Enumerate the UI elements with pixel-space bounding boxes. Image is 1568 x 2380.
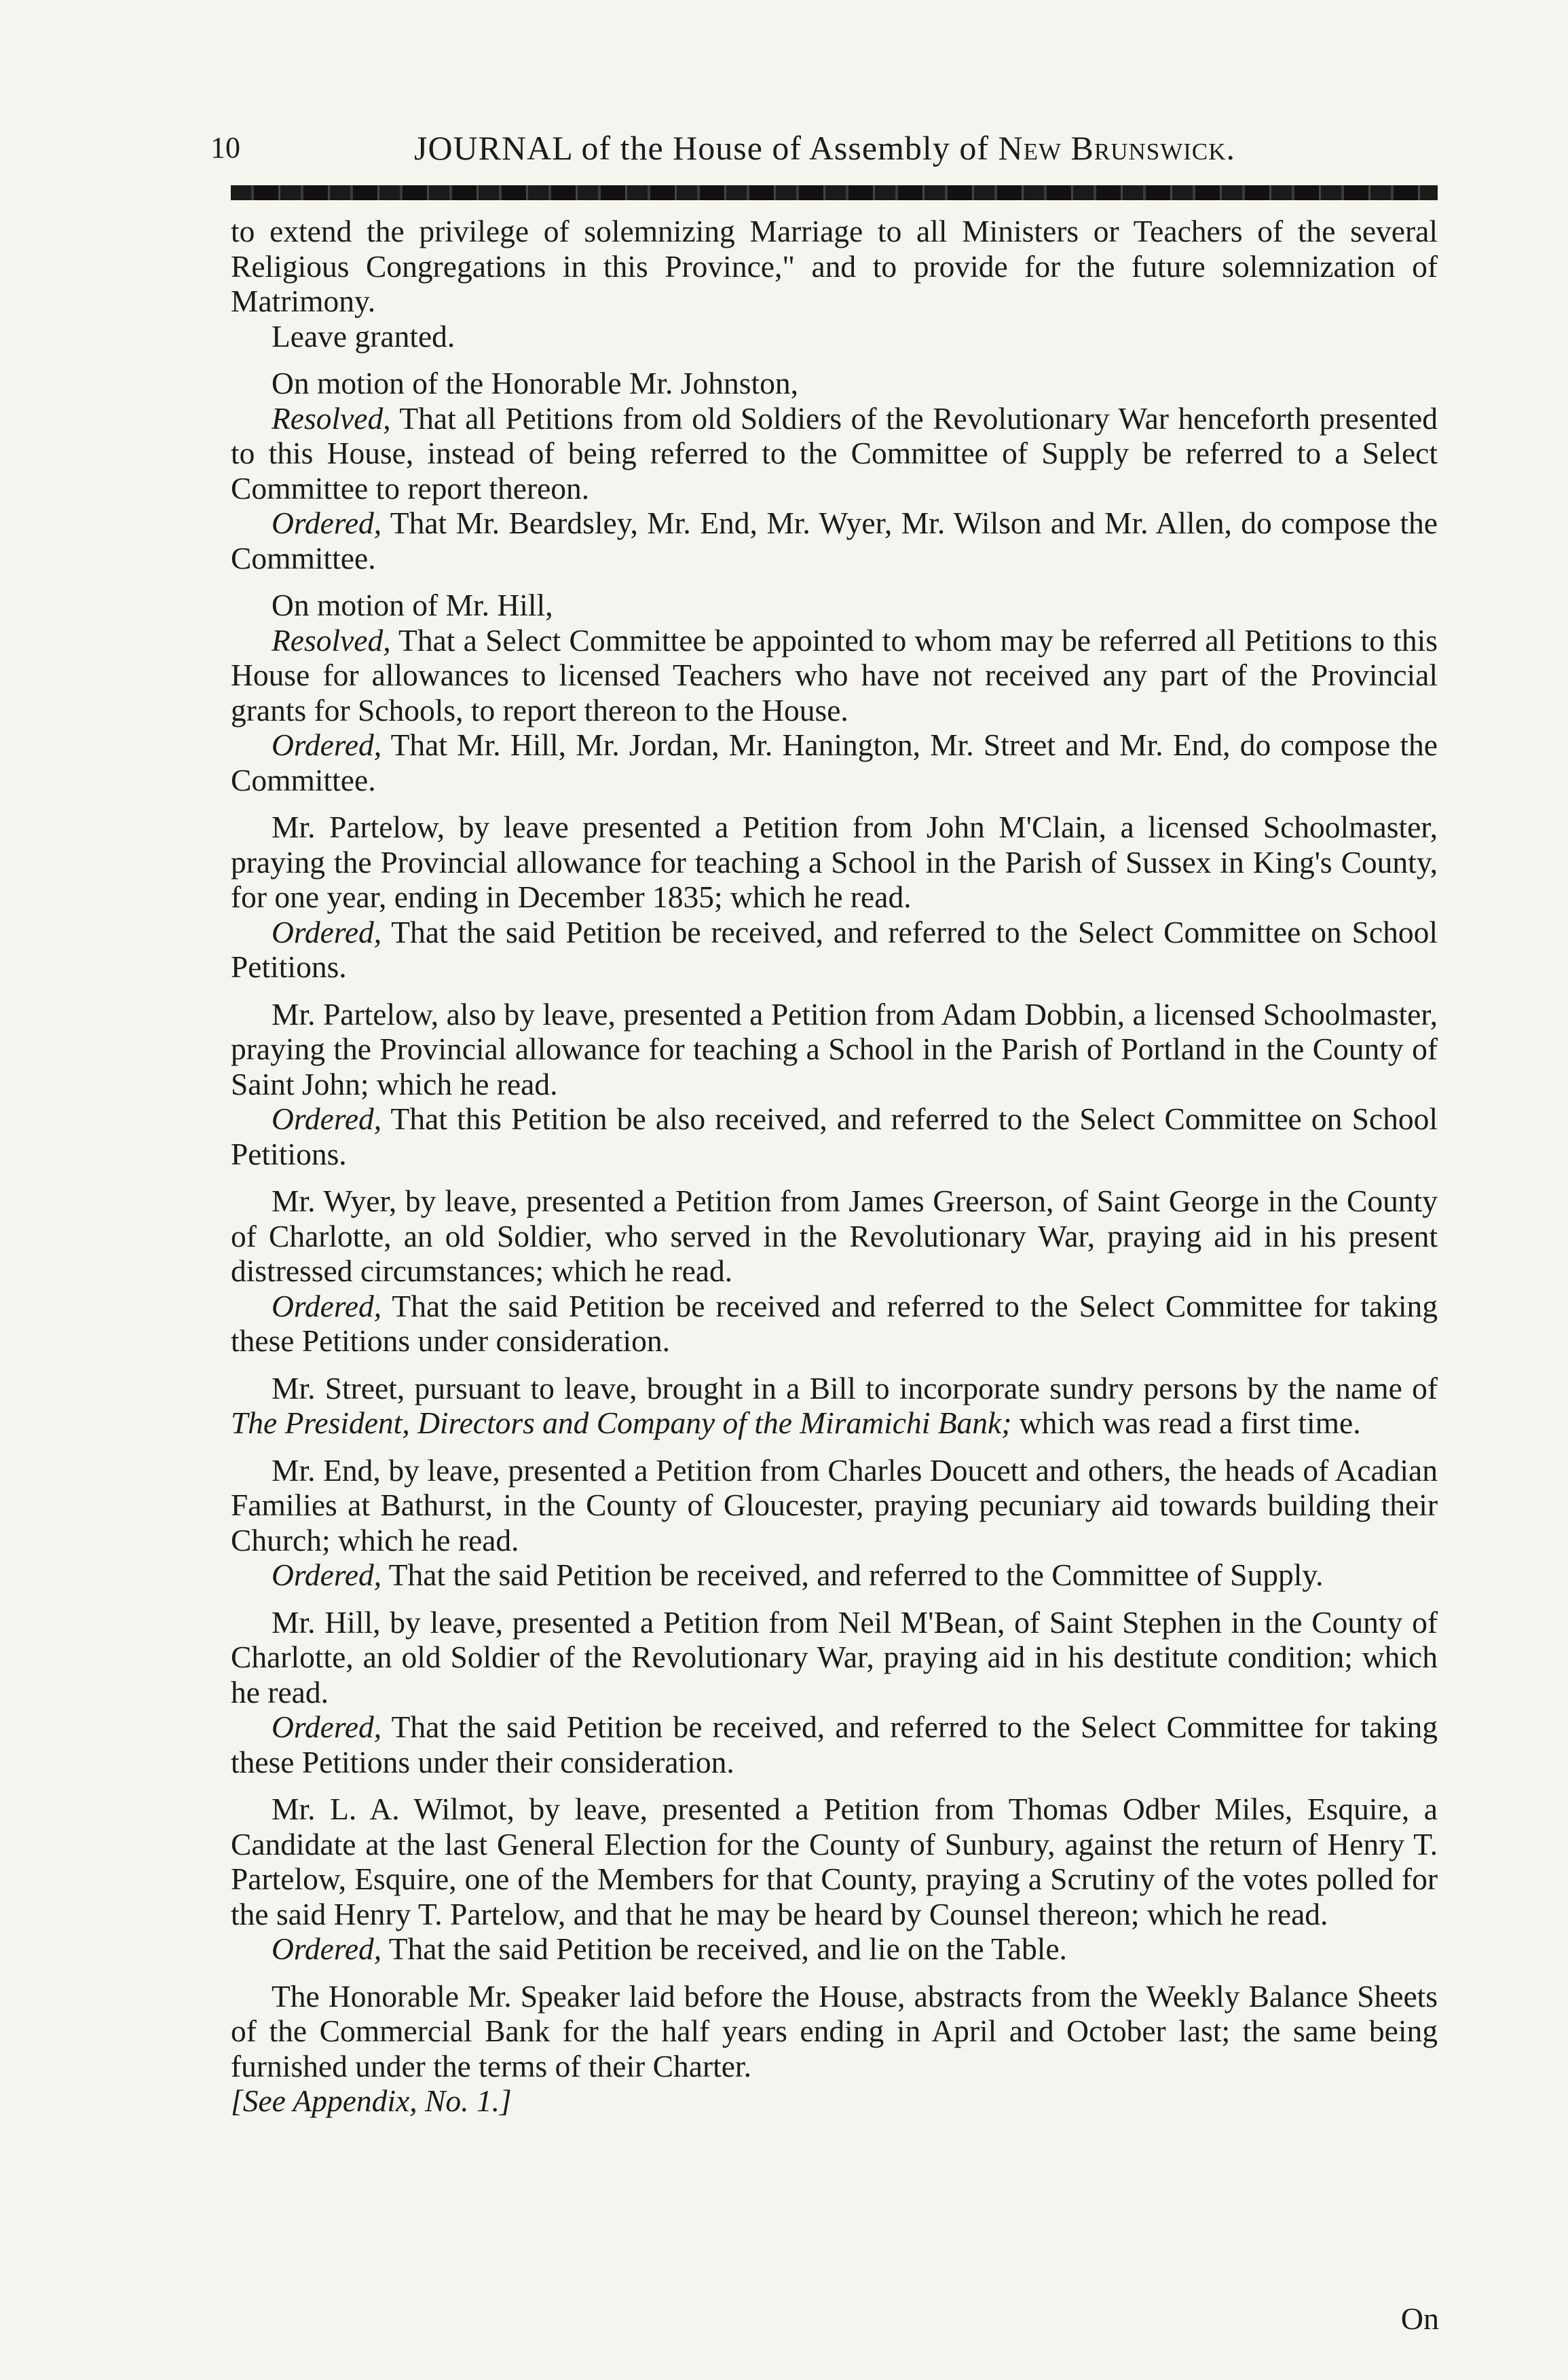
paragraph: Mr. L. A. Wilmot, by leave, presented a Petition from Thomas Odber Miles, Esquire, a Candidate at the last General Election for the County of Sunbury, against the return of Henry T. Partelow, Esquire, one of the Members for that County, praying a Scrutiny of the votes polled for the said Henry T. Partelow, and that he may be heard by Counsel thereon; which he read. — [231, 1792, 1438, 1931]
order-text: That the said Petition be received, and lie on the Table. — [381, 1931, 1067, 1966]
ordered-label: Ordered, — [272, 914, 382, 949]
resolution — [231, 401, 1438, 506]
order-text: That the said Petition be received, and referred to the Select Committee for taking these Petitions under their consideration. — [231, 1710, 1438, 1779]
running-head — [414, 121, 1235, 175]
resolved-label: Resolved, — [272, 400, 391, 436]
bill-text-after: which was read a first time. — [1011, 1405, 1361, 1440]
order-text: That this Petition be also received, and referred to the Select Committee on School Petitions. — [231, 1101, 1438, 1171]
resolved-label: Resolved, — [272, 622, 391, 658]
order — [231, 1710, 1438, 1779]
order — [231, 506, 1438, 575]
resolution — [231, 623, 1438, 728]
paragraph: Mr. Hill, by leave, presented a Petition from Neil M'Bean, of Saint Stephen in the County of Charlotte, an old Soldier of the Revolutionary War, praying aid in his destitute condition; which he read. — [231, 1604, 1438, 1710]
paragraph: Mr. Partelow, by leave presented a Petition from John M'Clain, a licensed Schoolmaster, praying the Provincial allowance for teaching a School in the Parish of Sussex in King's County, for one year, ending in December 1835; which he read. — [231, 810, 1438, 914]
order — [231, 915, 1438, 985]
running-head-middle: of the House of Assembly of — [581, 129, 989, 167]
page-header — [210, 121, 1432, 175]
order-text: That the said Petition be received, and referred to the Committee of Supply. — [381, 1557, 1324, 1592]
order-text: That Mr. Hill, Mr. Jordan, Mr. Hanington, Mr. Street and Mr. End, do compose the Committee. — [231, 728, 1438, 797]
running-head-place: New Brunswick. — [998, 129, 1236, 167]
bill-text-before: Mr. Street, pursuant to leave, brought in a Bill to incorporate sundry persons by the name of — [272, 1370, 1438, 1405]
appendix-note — [231, 2083, 1438, 2119]
resolution-text: That a Select Committee be appointed to whom may be referred all Petitions to this House for allowances to licensed Teachers who have not received any part of the Provincial grants for Schools, to report thereon to the House. — [231, 622, 1438, 728]
running-head-journal: JOURNAL — [414, 129, 572, 167]
paragraph: Mr. End, by leave, presented a Petition from Charles Doucett and others, the heads of Acadian Families at Bathurst, in the County of Gloucester, praying pecuniary aid towards building their Church; which he read. — [231, 1452, 1438, 1557]
paragraph: The Honorable Mr. Speaker laid before the House, abstracts from the Weekly Balance Sheets of the Commercial Bank for the half years ending in April and October last; the same being furnished under the terms of their Charter. — [231, 1978, 1438, 2083]
bill-paragraph — [231, 1371, 1438, 1441]
order-text: That the said Petition be received and referred to the Select Committee for taking these Petitions under consideration. — [231, 1288, 1438, 1358]
ordered-label: Ordered, — [272, 1710, 382, 1744]
order — [231, 1101, 1438, 1171]
order-text: That Mr. Beardsley, Mr. End, Mr. Wyer, Mr. Wilson and Mr. Allen, do compose the Committee. — [231, 506, 1438, 575]
ordered-label: Ordered, — [272, 506, 382, 540]
ordered-label: Ordered, — [272, 1288, 382, 1323]
journal-body — [231, 214, 1438, 2119]
header-rule — [231, 185, 1438, 200]
paragraph: Leave granted. — [272, 318, 455, 354]
ordered-label: Ordered, — [272, 1101, 382, 1136]
appendix-note-text: [See Appendix, No. 1.] — [231, 2083, 512, 2118]
paragraph: Mr. Wyer, by leave, presented a Petition from James Greerson, of Saint George in the County of Charlotte, an old Soldier, who served in the Revolutionary War, praying aid in his present distressed circumstances; which he read. — [231, 1184, 1438, 1288]
order — [231, 1289, 1438, 1359]
resolution-text: That all Petitions from old Soldiers of the Revolutionary War henceforth presented to this House, instead of being referred to the Committee of Supply be referred to a Select Committee to report thereon. — [231, 400, 1438, 506]
order-text: That the said Petition be received, and referred to the Select Committee on School Petitions. — [231, 914, 1438, 984]
paragraph: to extend the privilege of solemnizing Marriage to all Ministers or Teachers of the several Religious Congregations in this Province," and to provide for the future solemnization of Matrimony. — [231, 214, 1438, 318]
paragraph: Mr. Partelow, also by leave, presented a Petition from Adam Dobbin, a licensed Schoolmaster, praying the Provincial allowance for teaching a School in the Parish of Portland in the County of Saint John; which he read. — [231, 996, 1438, 1101]
catchword: On — [1400, 2301, 1439, 2336]
page-number: 10 — [210, 131, 240, 164]
ordered-label: Ordered, — [272, 728, 382, 762]
ordered-label: Ordered, — [272, 1931, 382, 1966]
bill-title: The President, Directors and Company of the Miramichi Bank; — [231, 1405, 1012, 1440]
paragraph: On motion of the Honorable Mr. Johnston, — [272, 366, 798, 400]
paragraph: On motion of Mr. Hill, — [272, 588, 553, 622]
order — [231, 728, 1438, 797]
order — [231, 1931, 1438, 1967]
ordered-label: Ordered, — [272, 1557, 382, 1592]
order — [231, 1557, 1438, 1593]
